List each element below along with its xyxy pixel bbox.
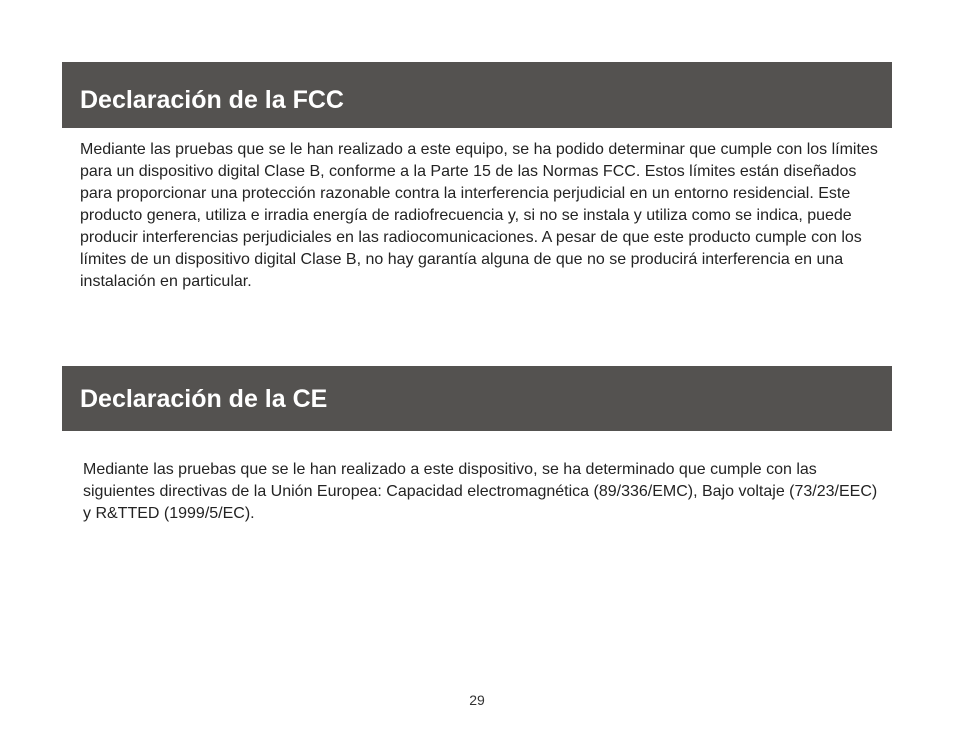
- ce-section-body: Mediante las pruebas que se le han realizado a este dispositivo, se ha determinado que cumple con las siguientes directivas de la Unión Europea: Capacidad electromagnética (89/336/EMC), Bajo voltaje (73/23/EEC) y R&TTED (1999/5/EC).: [83, 461, 878, 522]
- fcc-title-text: Declaración de la FCC: [80, 85, 344, 114]
- page-number: 29: [469, 692, 485, 708]
- fcc-section-title: [62, 62, 892, 128]
- fcc-section-body: Mediante las pruebas que se le han realizado a este equipo, se ha podido determinar que cumple con los límites para un dispositivo digital Clase B, conforme a la Parte 15 de las Normas FCC. Estos límites están diseñados para proporcionar una protección razonable contra la interferencia perjudicial en un entorno residencial. Este producto genera, utiliza e irradia energía de radiofrecuencia y, si no se instala y utiliza como se indica, puede producir interferencias perjudiciales en las radiocomunicaciones. A pesar de que este producto cumple con los límites de un dispositivo digital Clase B, no hay garantía alguna de que no se producirá interferencia en una instalación en particular.: [80, 141, 878, 290]
- ce-title-text: Declaración de la CE: [80, 385, 328, 413]
- ce-section-title: [62, 366, 892, 431]
